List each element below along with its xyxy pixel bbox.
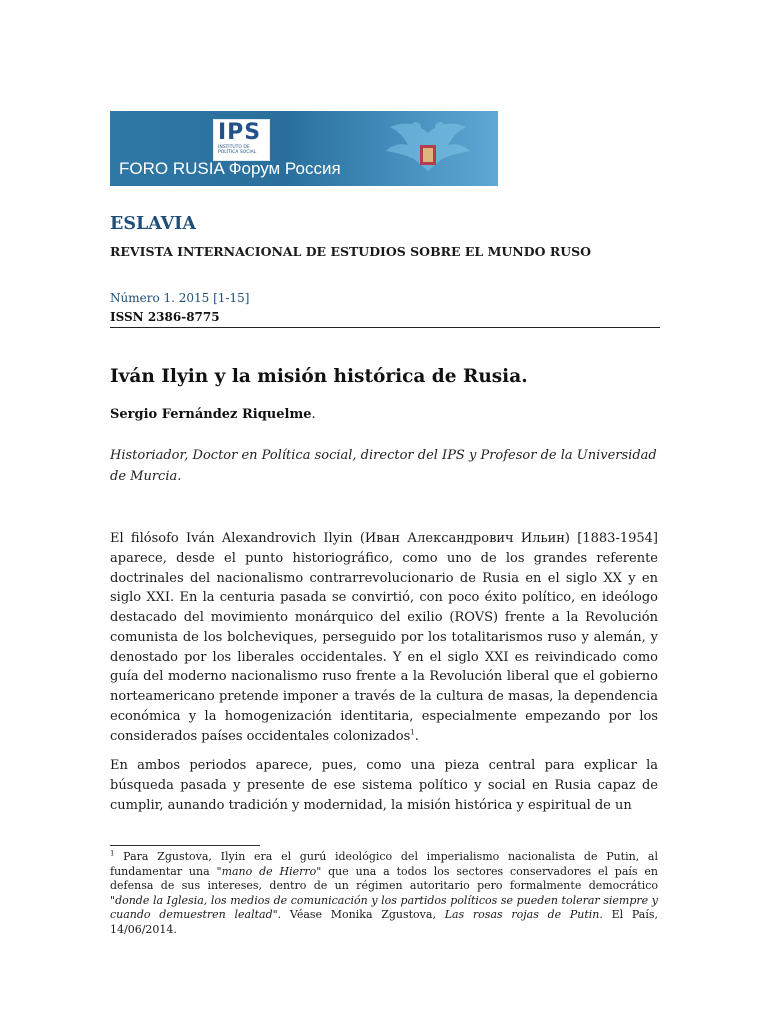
paragraph-1-end: . bbox=[414, 728, 419, 744]
issn: ISSN 2386-8775 bbox=[110, 310, 220, 324]
footnote-text-b: " que una a todos los sectores conservadores el país en defensa de sus intereses, dentro de un régimen autoritario pero formalmente democrático " bbox=[110, 864, 659, 907]
author-suffix: . bbox=[311, 407, 316, 422]
author-affiliation: Historiador, Doctor en Política social, director del IPS y Profesor de la Universidad de Murcia. bbox=[110, 448, 657, 484]
header-rule bbox=[110, 327, 660, 328]
footnote-text-d: . El País, 14/06/2014. bbox=[110, 908, 659, 936]
author-name: Sergio Fernández Riquelme bbox=[110, 407, 312, 422]
banner-title: FORO RUSIA Форум Россия bbox=[119, 159, 341, 178]
footnote-text-a: Para Zgustova, Ilyin era el gurú ideológico del imperialismo nacionalista de Putin, al fundamentar una " bbox=[110, 850, 658, 878]
ips-logo bbox=[213, 119, 270, 161]
footnote-italic-a: mano de Hierro bbox=[221, 864, 317, 878]
logo-subtitle: INSTITUTO DE POLÍTICA SOCIAL bbox=[218, 145, 257, 155]
article-title: Iván Ilyin y la misión histórica de Rusia. bbox=[110, 366, 528, 387]
footnote-text-c: ". Véase Monika Zgustova, bbox=[272, 908, 445, 921]
issue-number: Número 1. 2015 [1-15] bbox=[110, 291, 250, 305]
author-line bbox=[110, 407, 316, 422]
article-body bbox=[110, 529, 658, 826]
footnote-number: 1 bbox=[110, 849, 115, 858]
paragraph-1-text: El filósofo Iván Alexandrovich Ilyin (Иван Александрович Ильин) [1883-1954] aparece, desde el punto historiográfico, como uno de los grandes referente doctrinales del nacionalismo contrarrevolucionario de Rusia en el siglo XX y en siglo XXI. En la centuria pasada se convirtió, con poco éxito político, en ideólogo destacado del movimiento monárquico del exilio (ROVS) frente a la Revolución comunista de los bolcheviques, perseguido por los totalitarismos ruso y alemán, y denostado por los liberales occidentales. Y en el siglo XXI es reivindicado como guía del moderno nacionalismo ruso frente a la Revolución liberal que el gobierno norteamericano pretende imponer a través de la cultura de masas, la dependencia económica y la homogenización identitaria, especialmente empezando por los considerados países occidentales colonizados bbox=[110, 531, 658, 744]
journal-name: ESLAVIA bbox=[110, 214, 196, 234]
paragraph-1 bbox=[110, 529, 658, 746]
footnote-italic-b: donde la Iglesia, los medios de comunicación y los partidos políticos se pueden tolerar siempre y cuando demuestren lealtad bbox=[110, 893, 658, 921]
footnote-divider bbox=[110, 845, 260, 846]
paragraph-2: En ambos periodos aparece, pues, como una pieza central para explicar la búsqueda pasada y presente de ese sistema político y social en Rusia capaz de cumplir, aunando tradición y modernidad, la misión histórica y espiritual de un bbox=[110, 758, 658, 813]
double-headed-eagle-icon bbox=[378, 113, 478, 185]
footnote-ref[interactable]: 1 bbox=[410, 728, 415, 737]
header-banner bbox=[110, 111, 498, 186]
footnote bbox=[110, 850, 658, 937]
journal-subtitle: REVISTA INTERNACIONAL DE ESTUDIOS SOBRE EL MUNDO RUSO bbox=[110, 244, 592, 259]
logo-letters: IPS bbox=[218, 120, 262, 145]
footnote-italic-c: Las rosas rojas de Putin bbox=[444, 908, 600, 921]
